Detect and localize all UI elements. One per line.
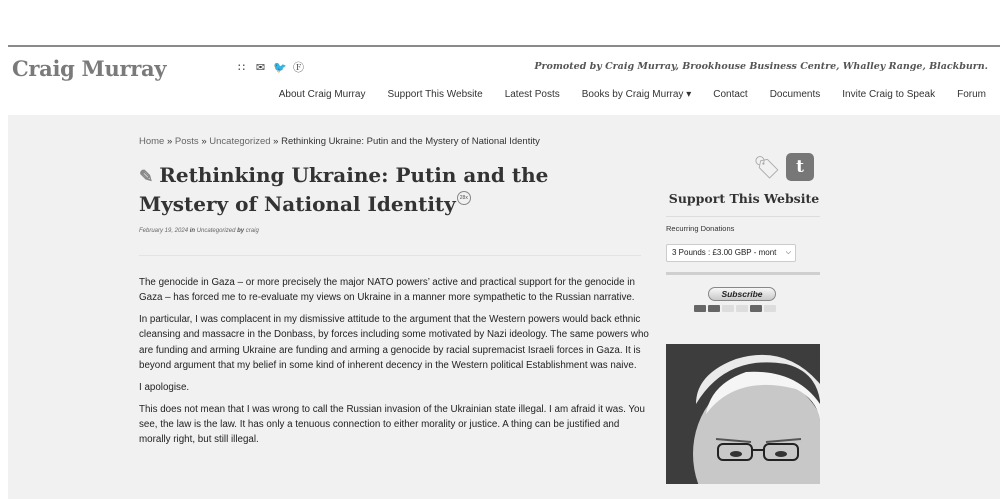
sidebar-icons <box>754 153 814 183</box>
card-icon <box>764 305 776 312</box>
meta-in: in <box>189 228 196 234</box>
nav-forum[interactable]: Forum <box>957 89 986 100</box>
main-nav <box>268 89 988 100</box>
card-icon <box>708 305 720 312</box>
divider <box>666 216 820 217</box>
card-icon <box>736 305 748 312</box>
nav-invite[interactable]: Invite Craig to Speak <box>842 89 936 100</box>
payment-cards <box>694 305 776 312</box>
divider <box>139 255 641 256</box>
breadcrumb-home[interactable]: Home <box>139 136 165 147</box>
nav-latest-posts[interactable]: Latest Posts <box>504 89 560 100</box>
nav-books[interactable]: Books by Craig Murray ▾ <box>581 89 692 100</box>
envelope-icon[interactable]: ✉ <box>255 62 266 74</box>
breadcrumb-current: Rethinking Ukraine: Putin and the Mystery of National Identity <box>281 136 540 147</box>
post-date: February 19, 2024 <box>139 228 189 234</box>
twitter-icon[interactable]: t <box>786 153 814 181</box>
author-portrait <box>666 344 820 484</box>
page-content <box>8 115 1000 499</box>
site-header <box>8 45 1000 115</box>
subscribe-button[interactable]: Subscribe <box>708 287 776 301</box>
post-author[interactable]: craig <box>245 228 259 234</box>
nav-about[interactable]: About Craig Murray <box>278 89 366 100</box>
donation-select[interactable] <box>666 244 796 262</box>
divider <box>666 272 820 275</box>
tag-icon[interactable]: 🏷 <box>753 155 781 180</box>
breadcrumb-separator: » <box>166 136 173 147</box>
breadcrumb-separator: » <box>273 136 279 147</box>
support-heading: Support This Website <box>668 191 820 206</box>
meta-by: by <box>237 228 245 234</box>
breadcrumb-separator: » <box>201 136 207 147</box>
article-body <box>139 275 649 454</box>
nav-documents[interactable]: Documents <box>769 89 821 100</box>
post-meta <box>139 228 259 234</box>
recurring-donations-label: Recurring Donations <box>666 224 735 233</box>
breadcrumb-category[interactable]: Uncategorized <box>209 136 271 147</box>
facebook-icon[interactable]: Ⓕ <box>293 62 304 74</box>
post-title: Rethinking Ukraine: Putin and the Mystery of National Identity <box>139 163 549 216</box>
social-links <box>235 62 305 75</box>
portrait-image <box>666 344 820 484</box>
nav-support[interactable]: Support This Website <box>387 89 483 100</box>
post-category[interactable]: Uncategorized <box>196 228 236 234</box>
paragraph: In particular, I was complacent in my dismissive attitude to the argument that the Western powers would back ethnic cleansing and massacre in the Donbass, by forces including some motivated by Nazi ideology. The same powers who are funding and arming Ukraine are funding and arming a genocide by racial supremacist Israeli forces in Gaza. It is beyond argument that my belief in some kind of inherent decency in the Western political Establishment was naive. <box>139 314 649 371</box>
nav-contact[interactable]: Contact <box>713 89 748 100</box>
paragraph: This does not mean that I was wrong to call the Russian invasion of the Ukrainian state illegal. I am afraid it was. You see, the law is the law. It has only a tenuous connection to either morality or justice. A thing can be justified and morally right, but still illegal. <box>139 403 645 446</box>
pencil-icon: ✎ <box>139 167 154 187</box>
paragraph: The genocide in Gaza – or more precisely the major NATO powers’ active and practical support for the genocide in Gaza – has forced me to re-evaluate my views on Ukraine in a manner more sympathetic to the Russian narrative. <box>139 277 635 304</box>
zoom-badge[interactable]: 28x <box>457 191 471 205</box>
site-title[interactable]: Craig Murray <box>12 56 167 81</box>
paragraph: I apologise. <box>139 381 190 393</box>
breadcrumb <box>139 136 540 147</box>
chevron-down-icon: ⌵ <box>785 249 791 256</box>
post-title-heading <box>139 162 619 218</box>
rss-icon[interactable]: ∷ <box>238 62 245 74</box>
breadcrumb-posts[interactable]: Posts <box>174 136 199 147</box>
card-icon <box>722 305 734 312</box>
card-icon <box>750 305 762 312</box>
donation-select-value: 3 Pounds : £3.00 GBP - mont <box>672 248 777 257</box>
promoted-notice: Promoted by Craig Murray, Brookhouse Business Centre, Whalley Range, Blackburn. <box>534 61 988 72</box>
card-icon <box>694 305 706 312</box>
twitter-icon[interactable]: 🐦 <box>273 62 287 74</box>
top-margin <box>0 0 1000 45</box>
